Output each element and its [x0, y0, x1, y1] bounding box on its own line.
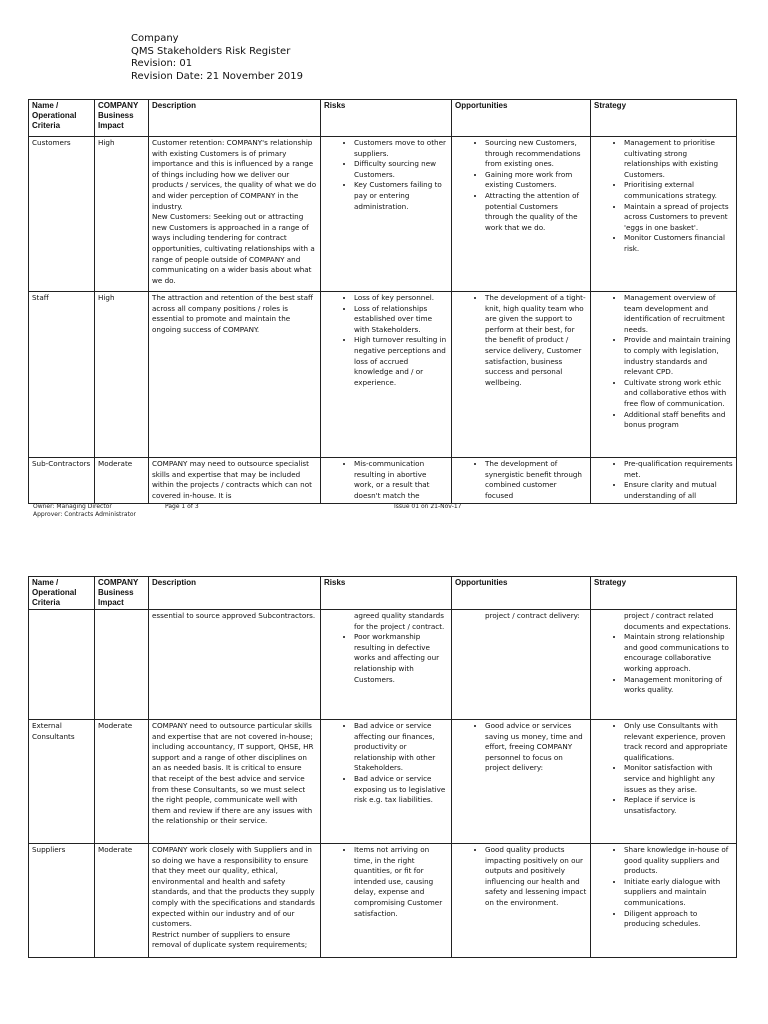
- risk-register-table-page1: [28, 99, 737, 504]
- description-text: COMPANY work closely with Suppliers and in so doing we have a responsibility to ensure that they meet our quality, ethical, environmental and health and safety standards, and that the products they supply comply with the specifications and standards expected within our industry and of our customers.: [152, 845, 315, 929]
- business-impact: Moderate: [95, 458, 149, 504]
- continued-text: project / contract related documents and expectations.: [624, 611, 731, 631]
- stakeholder-name: Customers: [29, 137, 95, 292]
- opportunities-cell: [452, 458, 591, 504]
- list-item: • Replace if service is unsatisfactory.: [624, 795, 733, 816]
- document-title: QMS Stakeholders Risk Register: [131, 45, 291, 57]
- description-text: Customer retention: COMPANY's relationship with existing Customers is of primary importance and this is influenced by a range of things including how we deliver our products / services, the quality of what we do and wider perception of COMPANY in the industry.: [152, 138, 317, 211]
- list-item: • Monitor satisfaction with service and highlight any issues as they arise.: [624, 763, 733, 795]
- list-item: • Ensure clarity and mutual understanding of all: [624, 480, 733, 501]
- description-cell: [149, 610, 321, 720]
- risks-cell: [321, 610, 452, 720]
- description-cell: [149, 720, 321, 844]
- footer-owner: Owner: Managing Director: [33, 503, 112, 510]
- strategy-cell: [591, 720, 737, 844]
- list-item: • Gaining more work from existing Customers.: [485, 170, 587, 191]
- risks-cell: [321, 844, 452, 958]
- list-item: • Loss of key personnel.: [354, 293, 448, 304]
- continued-text: agreed quality standards for the project / contract.: [354, 611, 445, 631]
- list-item: • Pre-qualification requirements met.: [624, 459, 733, 480]
- description-cell: [149, 844, 321, 958]
- business-impact: [95, 610, 149, 720]
- strategy-cell: [591, 844, 737, 958]
- list-item: • Maintain a spread of projects across Customers to prevent 'eggs in one basket'.: [624, 202, 733, 234]
- opportunities-cell: [452, 137, 591, 292]
- list-item: • Management monitoring of works quality.: [624, 675, 733, 696]
- description-text: Restrict number of suppliers to ensure removal of duplicate system requirements;: [152, 929, 308, 950]
- col-header-risks: Risks: [321, 100, 452, 137]
- table-row: [29, 720, 737, 844]
- col-header-description: Description: [149, 100, 321, 137]
- col-header-opportunities: Opportunities: [452, 100, 591, 137]
- list-item: • Cultivate strong work ethic and collaborative ethos with free flow of communication.: [624, 378, 733, 410]
- col-header-impact: COMPANY Business Impact: [95, 100, 149, 137]
- risks-cell: [321, 458, 452, 504]
- table-row: [29, 844, 737, 958]
- footer-issue: Issue 01 on 21-Nov-17: [394, 503, 462, 510]
- description-text: essential to source approved Subcontractors.: [152, 611, 316, 620]
- list-item: • Key Customers failing to pay or entering administration.: [354, 180, 448, 212]
- list-item: • Loss of relationships established over time with Stakeholders.: [354, 304, 448, 336]
- list-item: • Monitor Customers financial risk.: [624, 233, 733, 254]
- list-item: • Poor workmanship resulting in defective works and affecting our relationship with Customers.: [354, 632, 448, 685]
- description-text: New Customers: Seeking out or attracting new Customers is approached in a range of ways including tendering for contract opportunities, cultivating relationships with a range of people outside of COMPANY and communicating on a wider basis about what we do.: [152, 212, 315, 285]
- list-item: • Bad advice or service exposing us to legislative risk e.g. tax liabilities.: [354, 774, 448, 806]
- table-header-row: [29, 577, 737, 610]
- col-header-risks: Risks: [321, 577, 452, 610]
- revision: Revision: 01: [131, 58, 193, 69]
- list-item: • Diligent approach to producing schedules.: [624, 909, 733, 930]
- stakeholder-name: External Consultants: [29, 720, 95, 844]
- stakeholder-name: Suppliers: [29, 844, 95, 958]
- list-item: • Additional staff benefits and bonus program: [624, 410, 733, 431]
- list-item: • Mis-communication resulting in abortive work, or a result that doesn't match the: [354, 459, 448, 501]
- list-item: • Attracting the attention of potential Customers through the quality of the work that we do.: [485, 191, 587, 233]
- list-item: • Share knowledge in-house of good quality suppliers and products.: [624, 845, 733, 877]
- business-impact: High: [95, 137, 149, 292]
- col-header-name: Name / Operational Criteria: [29, 100, 95, 137]
- col-header-name: Name / Operational Criteria: [29, 577, 95, 610]
- opportunities-cell: [452, 844, 591, 958]
- list-item: • Prioritising external communications strategy.: [624, 180, 733, 201]
- document-header: [131, 33, 303, 83]
- list-item: • The development of a tight-knit, high quality team who are given the support to perform at their best, for the benefit of product / service delivery, Customer satisfaction, business success and personal wellbeing.: [485, 293, 587, 388]
- description-text: COMPANY may need to outsource specialist skills and expertise that may be included within the projects / contracts which can not covered in-house. It is: [152, 459, 312, 500]
- table-row: [29, 137, 737, 292]
- footer-owner-block: [33, 503, 136, 518]
- col-header-impact: COMPANY Business Impact: [95, 577, 149, 610]
- list-item: • Provide and maintain training to comply with legislation, industry standards and relevant CPD.: [624, 335, 733, 377]
- strategy-cell: [591, 458, 737, 504]
- list-item: • Good quality products impacting positively on our outputs and positively influencing our health and safety and lessening impact on the environment.: [485, 845, 587, 909]
- list-item: • Only use Consultants with relevant experience, proven track record and appropriate qualifications.: [624, 721, 733, 763]
- risks-cell: [321, 137, 452, 292]
- list-item: • Initiate early dialogue with suppliers and maintain communications.: [624, 877, 733, 909]
- strategy-cell: [591, 610, 737, 720]
- opportunities-cell: [452, 610, 591, 720]
- description-text: The attraction and retention of the best staff across all company positions / roles is essential to promote and maintain the ongoing success of COMPANY.: [152, 293, 313, 334]
- list-item: • Bad advice or service affecting our finances, productivity or relationship with other Stakeholders.: [354, 721, 448, 774]
- description-cell: [149, 292, 321, 458]
- list-item: • High turnover resulting in negative perceptions and loss of accrued knowledge and / or experience.: [354, 335, 448, 388]
- table-row: [29, 458, 737, 504]
- list-item: • Customers move to other suppliers.: [354, 138, 448, 159]
- col-header-opportunities: Opportunities: [452, 577, 591, 610]
- revision-date: Revision Date: 21 November 2019: [131, 70, 303, 82]
- table-row: [29, 292, 737, 458]
- footer-page-number: Page 1 of 3: [165, 503, 199, 510]
- risk-register-table-page2: [28, 576, 737, 958]
- business-impact: Moderate: [95, 844, 149, 958]
- strategy-cell: [591, 137, 737, 292]
- table-header-row: [29, 100, 737, 137]
- stakeholder-name: [29, 610, 95, 720]
- list-item: • Management overview of team development and identification of recruitment needs.: [624, 293, 733, 335]
- continued-text: project / contract delivery:: [485, 611, 580, 620]
- table-row: [29, 610, 737, 720]
- business-impact: Moderate: [95, 720, 149, 844]
- list-item: • Difficulty sourcing new Customers.: [354, 159, 448, 180]
- list-item: • Sourcing new Customers, through recommendations from existing ones.: [485, 138, 587, 170]
- description-text: COMPANY need to outsource particular skills and expertise that are not covered in-house; including accountancy, IT support, QHSE, HR support and a range of other disciplines on an as needed basis. It is critical to ensure that receipt of the best advice and service from these Consultants, so we must select the right people, communicate well with them and review if there are any issues with the relationship or their service.: [152, 721, 314, 826]
- opportunities-cell: [452, 720, 591, 844]
- list-item: • The development of synergistic benefit through combined customer focused: [485, 459, 587, 501]
- description-cell: [149, 137, 321, 292]
- col-header-strategy: Strategy: [591, 100, 737, 137]
- description-cell: [149, 458, 321, 504]
- list-item: • Management to prioritise cultivating strong relationships with existing Customers.: [624, 138, 733, 180]
- stakeholder-name: Sub-Contractors: [29, 458, 95, 504]
- list-item: • Maintain strong relationship and good communications to encourage collaborative working approach.: [624, 632, 733, 674]
- list-item: • Good advice or services saving us money, time and effort, freeing COMPANY personnel to focus on project delivery:: [485, 721, 587, 774]
- risks-cell: [321, 720, 452, 844]
- business-impact: High: [95, 292, 149, 458]
- list-item: • Items not arriving on time, in the right quantities, or fit for intended use, causing delay, expense and compromising Customer satisfaction.: [354, 845, 448, 919]
- company-name: Company: [131, 33, 179, 44]
- strategy-cell: [591, 292, 737, 458]
- opportunities-cell: [452, 292, 591, 458]
- col-header-strategy: Strategy: [591, 577, 737, 610]
- risks-cell: [321, 292, 452, 458]
- footer-approver: Approver: Contracts Administrator: [33, 510, 137, 518]
- col-header-description: Description: [149, 577, 321, 610]
- stakeholder-name: Staff: [29, 292, 95, 458]
